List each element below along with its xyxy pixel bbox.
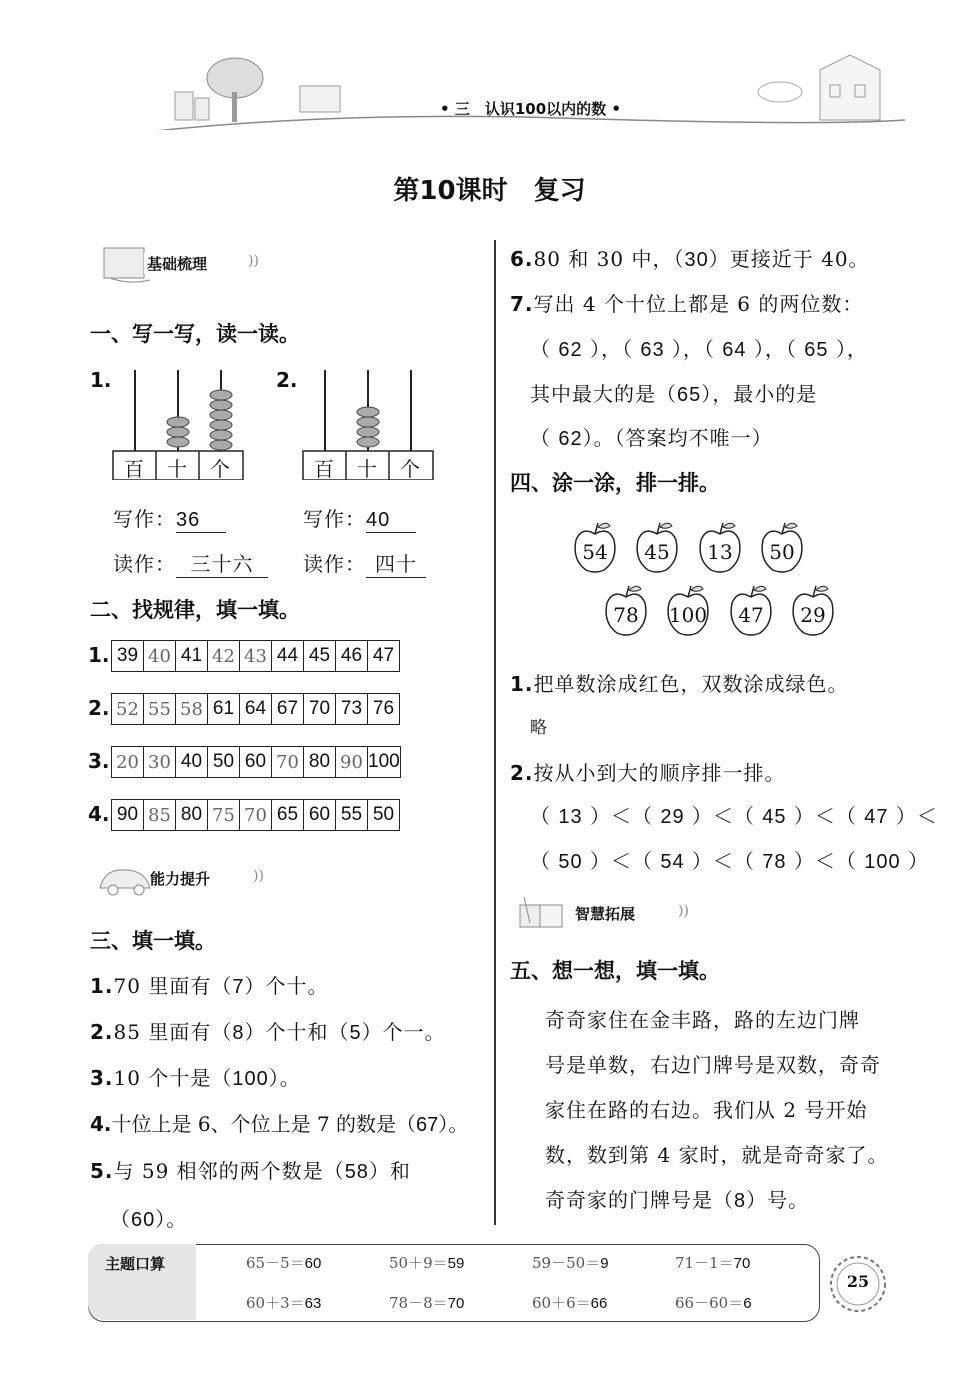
given-number: 40 — [144, 641, 176, 672]
tag-ability: 能力提升 )) — [95, 862, 285, 892]
sequence-row-1 — [111, 640, 400, 672]
item2-number: 2. — [276, 368, 298, 392]
apple-label: 29 — [800, 603, 826, 627]
apple-number[interactable] — [697, 520, 743, 574]
q3-4: 4.十位上是 6、个位上是 7 的数是（67）。 — [90, 1112, 469, 1136]
q4-2-order-2: （ 50 ）＜（ 54 ）＜（ 78 ）＜（ 100 ） — [530, 849, 929, 873]
sequence-row-4 — [111, 799, 400, 831]
q3-7-answers: （ 62 ），（ 63 ），（ 64 ），（ 65 ）， — [530, 337, 868, 361]
sequence-row-3 — [111, 746, 401, 778]
apple-label: 100 — [668, 603, 708, 627]
abacus2-labels: 百 十 个 — [314, 457, 421, 481]
mental-calc-item: 78－8＝70 — [389, 1294, 465, 1312]
filled-number: 80 — [304, 747, 336, 778]
filled-number: 55 — [336, 800, 368, 831]
part5-story: 奇奇家住在金丰路，路的左边门牌 号是单数，右边门牌号是双数，奇奇 家住在路的右边。我们从 2 号开始 数，数到第 4 家时，就是奇奇家了。 奇奇家的门牌号是（8）号。 — [545, 1008, 889, 1212]
page-number: 25 — [846, 1272, 870, 1291]
lesson-title: 第10课时 复习 — [393, 176, 586, 206]
given-number: 90 — [336, 747, 368, 778]
tag-wisdom: 智慧拓展 )) — [510, 897, 710, 927]
filled-number: 100 — [368, 747, 401, 778]
filled-number: 46 — [336, 641, 368, 672]
filled-number: 39 — [112, 641, 144, 672]
mental-calc-item: 66－60＝6 — [675, 1294, 752, 1312]
part3-heading: 三、填一填。 — [90, 929, 216, 953]
unit-header: • 三 认识100以内的数 • — [440, 100, 621, 118]
filled-number: 76 — [368, 694, 400, 725]
q3-7-max: 其中最大的是（65），最小的是 — [530, 382, 818, 406]
given-number: 70 — [240, 800, 272, 831]
filled-number: 73 — [336, 694, 368, 725]
given-number: 75 — [208, 800, 240, 831]
q3-5: 5.与 59 相邻的两个数是（58）和 — [90, 1159, 411, 1183]
q4-1: 1.把单数涂成红色，双数涂成绿色。 — [510, 672, 849, 696]
apple-number[interactable] — [634, 520, 680, 574]
apple-label: 45 — [644, 540, 670, 564]
filled-number: 44 — [272, 641, 304, 672]
filled-number: 80 — [176, 800, 208, 831]
mental-calc-item: 71－1＝70 — [675, 1254, 751, 1272]
filled-number: 70 — [304, 694, 336, 725]
mental-calc-item: 60＋6＝66 — [532, 1294, 608, 1312]
q4-2-order-1: （ 13 ）＜（ 29 ）＜（ 45 ）＜（ 47 ）＜ — [530, 804, 938, 828]
tag-basic: 基础梳理 )) — [100, 245, 280, 275]
filled-number: 90 — [112, 800, 144, 831]
filled-number: 67 — [272, 694, 304, 725]
mental-calc-item: 65－5＝60 — [246, 1254, 322, 1272]
part2-heading: 二、找规律，填一填。 — [90, 598, 300, 622]
write-1: 写作：36 — [113, 503, 226, 533]
seq-row-number: 4. — [88, 802, 110, 826]
abacus1-labels: 百 十 个 — [124, 457, 231, 481]
column-divider — [494, 240, 496, 1225]
apple-number[interactable] — [572, 520, 618, 574]
given-number: 42 — [208, 641, 240, 672]
given-number: 52 — [112, 694, 144, 725]
part4-heading: 四、涂一涂，排一排。 — [510, 471, 720, 495]
q3-7: 7.写出 4 个十位上都是 6 的两位数： — [510, 292, 864, 316]
read-2: 读作： 四十 — [303, 548, 426, 578]
filled-number: 61 — [208, 694, 240, 725]
filled-number: 50 — [368, 800, 400, 831]
seq-row-number: 2. — [88, 696, 110, 720]
q3-3: 3.10 个十是（100）。 — [90, 1066, 301, 1090]
seq-row-number: 1. — [88, 643, 110, 667]
q3-7-min: （ 62）。（答案均不唯一） — [530, 426, 773, 450]
part5-heading: 五、想一想，填一填。 — [510, 959, 720, 983]
apple-label: 50 — [769, 540, 795, 564]
filled-number: 65 — [272, 800, 304, 831]
filled-number: 40 — [176, 747, 208, 778]
apple-number[interactable] — [728, 583, 774, 637]
filled-number: 64 — [240, 694, 272, 725]
given-number: 43 — [240, 641, 272, 672]
apple-number[interactable] — [759, 520, 805, 574]
apple-number[interactable] — [665, 583, 711, 637]
q4-1-answer: 略 — [530, 718, 548, 738]
given-number: 70 — [272, 747, 304, 778]
apple-label: 47 — [738, 603, 764, 627]
apple-number[interactable] — [603, 583, 649, 637]
read-1: 读作： 三十六 — [113, 548, 268, 578]
filled-number: 47 — [368, 641, 400, 672]
filled-number: 41 — [176, 641, 208, 672]
sequence-row-2 — [111, 693, 400, 725]
apple-label: 54 — [582, 540, 608, 564]
q3-2: 2.85 里面有（8）个十和（5）个一。 — [90, 1020, 446, 1044]
q4-2: 2.按从小到大的顺序排一排。 — [510, 761, 786, 785]
given-number: 30 — [144, 747, 176, 778]
given-number: 55 — [144, 694, 176, 725]
given-number: 85 — [144, 800, 176, 831]
given-number: 58 — [176, 694, 208, 725]
item1-number: 1. — [90, 368, 112, 392]
apple-label: 78 — [613, 603, 639, 627]
filled-number: 45 — [304, 641, 336, 672]
apple-number[interactable] — [790, 583, 836, 637]
mental-calc-label: 主题口算 — [105, 1255, 166, 1273]
apple-label: 13 — [707, 540, 733, 564]
given-number: 20 — [112, 747, 144, 778]
q3-1: 1.70 里面有（7）个十。 — [90, 974, 329, 998]
filled-number: 60 — [240, 747, 272, 778]
seq-row-number: 3. — [88, 749, 110, 773]
mental-calc-item: 59－50＝9 — [532, 1254, 609, 1272]
mental-calc-item: 50＋9＝59 — [389, 1254, 465, 1272]
q3-6: 6.80 和 30 中，（30）更接近于 40。 — [510, 247, 870, 271]
q3-5-cont: （60）。 — [110, 1207, 188, 1231]
filled-number: 60 — [304, 800, 336, 831]
part1-heading: 一、写一写，读一读。 — [90, 322, 300, 346]
mental-calc-item: 60＋3＝63 — [246, 1294, 322, 1312]
filled-number: 50 — [208, 747, 240, 778]
write-2: 写作：40 — [303, 503, 416, 533]
